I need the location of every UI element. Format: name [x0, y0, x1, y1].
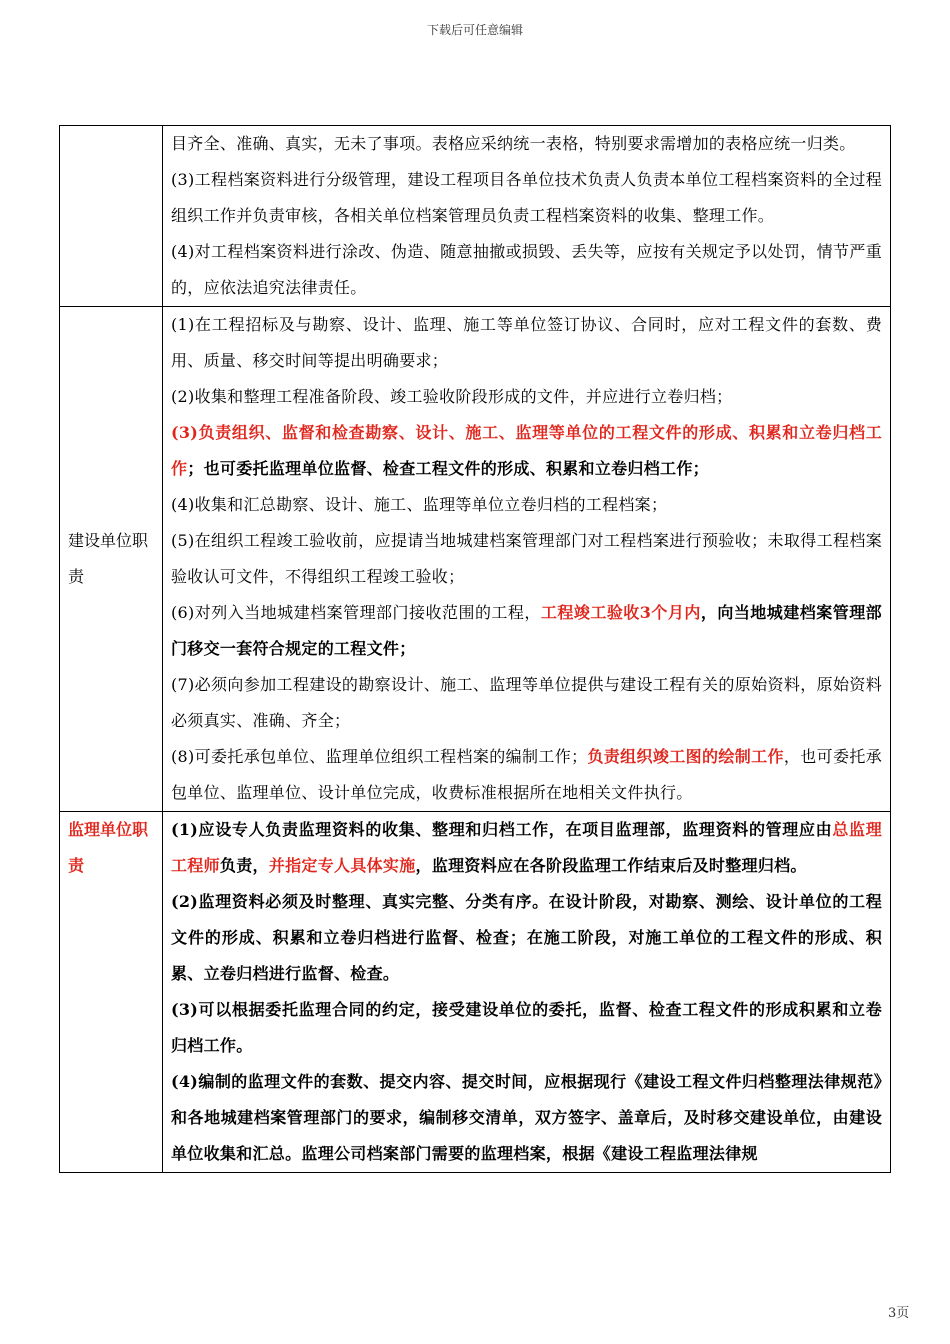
paragraph — [171, 739, 882, 811]
paragraph: (7)必须向参加工程建设的勘察设计、施工、监理等单位提供与建设工程有关的原始资料，原始资料必须真实、准确、齐全； — [171, 675, 882, 730]
row-label-construction-unit: 建设单位职责 — [60, 307, 163, 812]
row-label-supervision-unit: 监理单位职责 — [60, 812, 163, 1173]
section3-content — [163, 812, 891, 1173]
paragraph-text: 负责， — [219, 856, 269, 875]
highlight-text: 并指定专人具体实施 — [268, 856, 416, 875]
table-row — [60, 812, 891, 1173]
paragraph: 目齐全、准确、真实，无未了事项。表格应采纳统一表格，特别要求需增加的表格应统一归类。 — [171, 134, 856, 153]
page-header: 下载后可任意编辑 — [426, 23, 523, 37]
highlight-text: 负责组织、监督和检查勘察、设计、施工、监理等单位的工程文件的形成、积累和立卷归档工作 — [171, 423, 882, 478]
paragraph — [171, 812, 882, 884]
section1-content — [163, 126, 891, 307]
paragraph: (3)工程档案资料进行分级管理，建设工程项目各单位技术负责人负责本单位工程档案资料的全过程组织工作并负责审核，各相关单位档案管理员负责工程档案资料的收集、整理工作。 — [171, 170, 882, 225]
paragraph — [171, 595, 882, 667]
paragraph-text: ；也可委托监理单位监督、检查工程文件的形成、积累和立卷归档工作； — [187, 459, 709, 478]
paragraph — [171, 415, 882, 487]
paragraph-text: ，向当地城建档案管理部门移交一套符合规定的工程文件； — [171, 603, 882, 658]
paragraph: (3)可以根据委托监理合同的约定，接受建设单位的委托，监督、检查工程文件的形成积累和立卷归档工作。 — [171, 1000, 882, 1055]
paragraph-text: (6)对列入当地城建档案管理部门接收范围的工程， — [171, 603, 541, 622]
highlight-text: 工程竣工验收3个月内 — [540, 603, 701, 622]
paragraph-text: (1)应设专人负责监理资料的收集、整理和归档工作，在项目监理部，监理资料的管理应由 — [171, 820, 833, 839]
paragraph: (4)对工程档案资料进行涂改、伪造、随意抽撤或损毁、丢失等，应按有关规定予以处罚，情节严重的，应依法追究法律责任。 — [171, 242, 882, 297]
paragraph: (1)在工程招标及与勘察、设计、监理、施工等单位签订协议、合同时，应对工程文件的套数、费用、质量、移交时间等提出明确要求； — [171, 315, 882, 370]
red-prefix: (3) — [171, 423, 199, 442]
duties-table — [59, 125, 891, 1173]
table-row — [60, 126, 891, 307]
paragraph: (4)收集和汇总勘察、设计、施工、监理等单位立卷归档的工程档案； — [171, 495, 668, 514]
table-row — [60, 307, 891, 812]
paragraph-text: (8)可委托承包单位、监理单位组织工程档案的编制工作； — [171, 747, 588, 766]
highlight-text: 总监理工程师 — [171, 820, 883, 875]
paragraph: (2)收集和整理工程准备阶段、竣工验收阶段形成的文件，并应进行立卷归档； — [171, 387, 733, 406]
highlight-text: 负责组织竣工图的绘制工作 — [587, 747, 784, 766]
page-number: 3页 — [888, 1306, 910, 1321]
paragraph-text: ，也可委托承包单位、监理单位、设计单位完成，收费标准根据所在地相关文件执行。 — [171, 747, 882, 802]
section2-content — [163, 307, 891, 812]
paragraph: (5)在组织工程竣工验收前，应提请当地城建档案管理部门对工程档案进行预验收；未取得工程档案验收认可文件，不得组织工程竣工验收； — [171, 531, 882, 586]
paragraph: (2)监理资料必须及时整理、真实完整、分类有序。在设计阶段，对勘察、测绘、设计单位的工程文件的形成、积累和立卷归档进行监督、检查；在施工阶段，对施工单位的工程文件的形成、积累、立卷归档进行监督、检查。 — [171, 892, 882, 983]
paragraph-text: ，监理资料应在各阶段监理工作结束后及时整理归档。 — [415, 856, 807, 875]
row-label-empty — [60, 126, 163, 307]
paragraph: (4)编制的监理文件的套数、提交内容、提交时间，应根据现行《建设工程文件归档整理法律规范》和各地城建档案管理部门的要求，编制移交清单，双方签字、盖章后，及时移交建设单位，由建设单位收集和汇总。监理公司档案部门需要的监理档案，根据《建设工程监理法律规 — [171, 1072, 882, 1163]
